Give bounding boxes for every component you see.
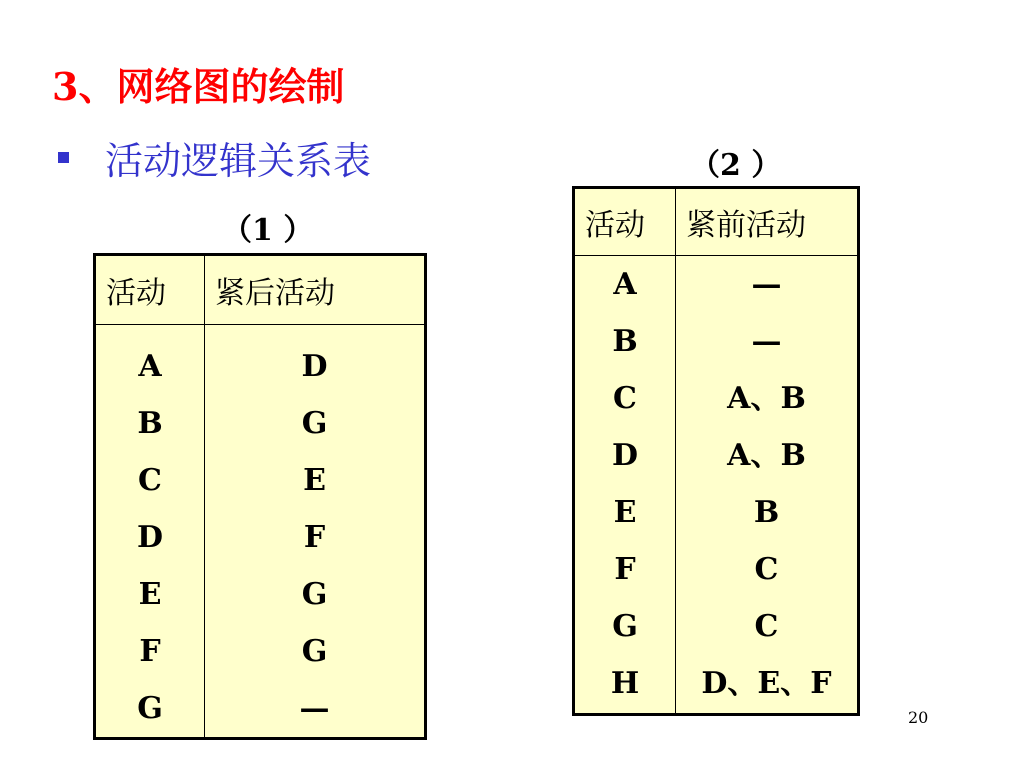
table1-activity-cell: G: [137, 691, 163, 726]
table1-successor-cell: D: [301, 349, 328, 384]
table1-successor-cell: E: [303, 463, 326, 498]
table2-activity-cell: E: [613, 495, 637, 530]
table1-successor-cell: F: [303, 520, 326, 555]
table2-header-activity: 活动: [574, 188, 676, 256]
table1-activity-cell: F: [139, 634, 161, 669]
bullet-item: [58, 130, 371, 185]
table2-header-predecessor: 紧前活动: [676, 188, 859, 256]
table1-successor-cell: G: [301, 634, 328, 669]
table1-activity-cell: A: [138, 349, 162, 384]
table1-caption: （1 ）: [222, 213, 314, 248]
table1-header-activity: 活动: [95, 255, 205, 325]
table1-activity-column: [95, 325, 205, 739]
table1-activity-cell: B: [137, 406, 163, 441]
bullet-text: 活动逻辑关系表: [105, 139, 372, 183]
table2-predecessor-cell: D、E、F: [701, 666, 832, 701]
table2-activity-cell: B: [612, 324, 638, 359]
table1-successor-column: [205, 325, 426, 739]
square-bullet-icon: [58, 152, 69, 163]
table1-successor-cell: G: [301, 577, 328, 612]
table1-successor-cell: —: [299, 691, 330, 726]
table2-activity-cell: C: [613, 381, 637, 416]
table2-activity-cell: H: [610, 666, 640, 701]
table2-activity-cell: D: [611, 438, 638, 473]
table2-activity-column: [574, 256, 676, 715]
table2-predecessor-cell: —: [751, 267, 782, 302]
table2-predecessor-cell: B: [753, 495, 780, 530]
table2-predecessor-cell: —: [751, 324, 782, 359]
table1-header-successor: 紧后活动: [205, 255, 426, 325]
table2-activity-cell: A: [613, 267, 637, 302]
table2-predecessor-cell: C: [754, 609, 779, 644]
page-number: 20: [908, 708, 929, 727]
table2-activity-cell: F: [614, 552, 636, 587]
predecessor-activity-table: [572, 186, 860, 716]
table1-activity-cell: C: [138, 463, 162, 498]
slide-heading: 3、网络图的绘制: [52, 64, 345, 109]
table1-activity-cell: E: [138, 577, 162, 612]
table2-predecessor-cell: A、B: [727, 438, 806, 473]
successor-activity-table: [93, 253, 427, 740]
table2-caption: （2 ）: [690, 148, 782, 183]
table1-activity-cell: D: [136, 520, 163, 555]
table2-predecessor-cell: C: [754, 552, 779, 587]
table2-predecessor-cell: A、B: [727, 381, 806, 416]
table1-successor-cell: G: [301, 406, 328, 441]
table2-predecessor-column: [676, 256, 859, 715]
table2-activity-cell: G: [612, 609, 638, 644]
